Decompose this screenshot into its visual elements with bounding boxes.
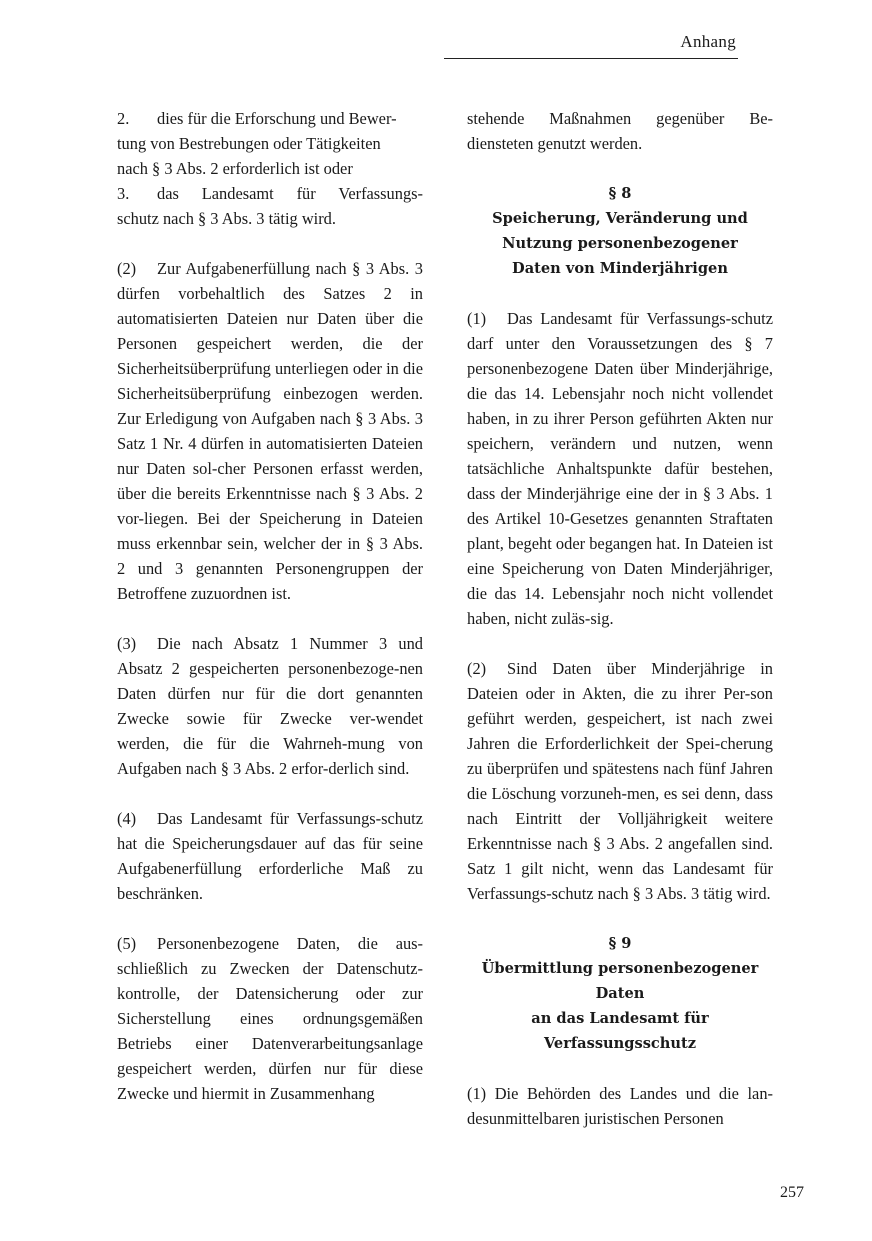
page-number: 257 [780, 1184, 804, 1201]
paragraph-text: Sind Daten über Minderjährige in Dateien oder in Akten, die zu ihrer Per-son geführt werden, gespeichert, ist nach zwei Jahren die Erforderlichkeit der Spei-cherung zu überprüfen und spätestens nach fünf Jahren die Löschung vorzuneh-men, es sei denn, dass nach Eintritt der Volljährigkeit weitere Erkenntnisse nach § 3 Abs. 2 angefallen sind. Satz 1 gilt nicht, wenn das Landesamt für Verfassungs-schutz nach § 3 Abs. 3 tätig wird. [467, 659, 773, 903]
section-title-line: Speicherung, Veränderung und [492, 210, 748, 227]
paragraph-number: (1) [467, 309, 487, 328]
paragraph-number: (5) [117, 934, 137, 953]
paragraph-2 [117, 256, 423, 606]
section-number: § 9 [608, 935, 632, 952]
list-item-2-cont-2: nach § 3 Abs. 2 erforderlich ist oder [117, 159, 353, 178]
paragraph-text: Das Landesamt für Verfassungs-schutz hat die Speicherungsdauer auf das für seine Aufgabenerfüllung erforderliche Maß zu beschränken. [117, 809, 423, 903]
header-rule [444, 58, 738, 59]
list-item-3 [117, 181, 423, 206]
paragraph-number: (4) [117, 809, 137, 828]
paragraph-number: (2) [467, 659, 487, 678]
section-title-line: an das Landesamt für Verfassungsschutz [531, 1010, 709, 1052]
list-item-text: dies für die Erforschung und Bewer- [157, 109, 397, 128]
paragraph-text: Das Landesamt für Verfassungs-schutz darf unter den Voraussetzungen des § 7 personenbezogene Daten über Minderjährige, die das 14. Lebensjahr noch nicht vollendet haben, in zu ihrer Person geführten Akten nur speichern, verändern und nutzen, wenn tatsächliche Anhaltspunkte dafür bestehen, dass der Minderjährige eine der in § 3 Abs. 1 des Artikel 10-Gesetzes genannten Straftaten plant, begeht oder begangen hat. In Dateien ist eine Speicherung von Daten Minderjähriger, die das 14. Lebensjahr noch nicht vollendet haben, nicht zuläs-sig. [467, 309, 773, 628]
section-9-heading [467, 931, 773, 1056]
list-item-2-cont-1: tung von Bestrebungen oder Tätigkeiten [117, 134, 381, 153]
section-title-line: Daten von Minderjährigen [512, 260, 728, 277]
left-column [117, 106, 423, 1106]
section-title-line: Übermittlung personenbezogener Daten [481, 960, 759, 1002]
running-header: Anhang [680, 32, 736, 51]
paragraph-5 [117, 931, 423, 1106]
section-number: § 8 [608, 185, 632, 202]
list-item-number: 2. [117, 109, 130, 128]
continuation-text: stehende Maßnahmen gegenüber Be-diensteten genutzt werden. [467, 109, 773, 153]
paragraph-text: Personenbezogene Daten, die aus-schließlich zu Zwecken der Datenschutz-kontrolle, der Datensicherung oder zur Sicherstellung eines ordnungsgemäßen Betriebs einer Datenverarbeitungsanlage gespeichert werden, dürfen nur für diese Zwecke und hiermit in Zusammenhang [117, 934, 423, 1103]
paragraph-3 [117, 631, 423, 781]
s8-paragraph-2 [467, 656, 773, 906]
paragraph-number: (3) [117, 634, 137, 653]
section-8-heading [467, 181, 773, 281]
s8-paragraph-1 [467, 306, 773, 631]
paragraph-number: (2) [117, 259, 137, 278]
section-title-line: Nutzung personenbezogener [502, 235, 738, 252]
list-item-number: 3. [117, 184, 130, 203]
s9-paragraph-1: (1) Die Behörden des Landes und die lan-desunmittelbaren juristischen Personen [467, 1084, 773, 1128]
list-item-text: das Landesamt für Verfassungs- [157, 184, 423, 203]
list-item-2 [117, 106, 423, 131]
paragraph-4 [117, 806, 423, 906]
paragraph-text: Die nach Absatz 1 Nummer 3 und Absatz 2 gespeicherten personenbezoge-nen Daten dürfen nur für die dort genannten Zwecke sowie für Zwecke ver-wendet werden, die für die Wahrneh-mung von Aufgaben nach § 3 Abs. 2 erfor-derlich sind. [117, 634, 423, 778]
right-column [467, 106, 773, 1131]
paragraph-text: Zur Aufgabenerfüllung nach § 3 Abs. 3 dürfen vorbehaltlich des Satzes 2 in automatisierten Dateien nur Daten über die Personen gespeichert werden, die der Sicherheitsüberprüfung unterliegen oder in die Sicherheitsüberprüfung einbezogen werden. Zur Erledigung von Aufgaben nach § 3 Abs. 3 Satz 1 Nr. 4 dürfen in automatisierten Dateien nur Daten sol-cher Personen erfasst werden, über die bereits Erkenntnisse nach § 3 Abs. 2 vor-liegen. Bei der Speicherung in Dateien muss erkennbar sein, welcher der in § 3 Abs. 2 und 3 genannten Personengruppen der Betroffene zuzuordnen ist. [117, 259, 423, 603]
list-item-3-cont: schutz nach § 3 Abs. 3 tätig wird. [117, 209, 336, 228]
